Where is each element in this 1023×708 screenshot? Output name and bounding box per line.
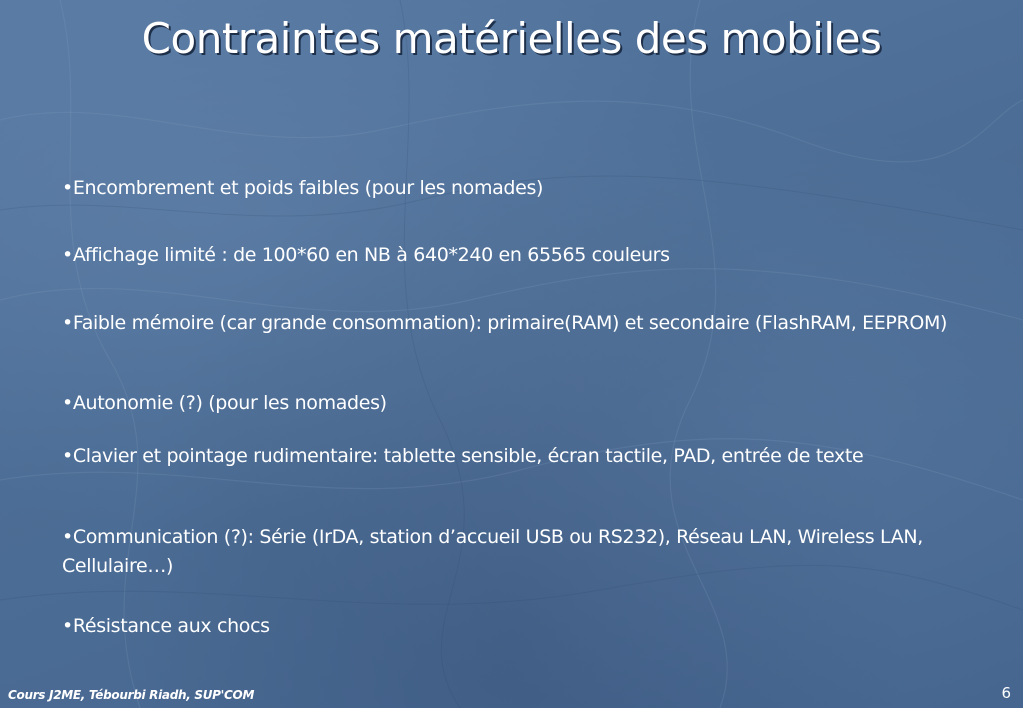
bullet-item: •Affichage limité : de 100*60 en NB à 640*240 en 65565 couleurs	[62, 244, 670, 266]
bullet-item: •Autonomie (?) (pour les nomades)	[62, 392, 387, 414]
page-number: 6	[1001, 684, 1011, 702]
bullet-item: •Faible mémoire (car grande consommation): primaire(RAM) et secondaire (FlashRAM, EEPROM)	[62, 312, 948, 334]
slide-title: Contraintes matérielles des mobiles	[141, 14, 882, 63]
bullet-item: •Résistance aux chocs	[62, 615, 270, 637]
bullet-item: •Encombrement et poids faibles (pour les nomades)	[62, 177, 544, 199]
footer-author: Cours J2ME, Tébourbi Riadh, SUP'COM	[8, 688, 255, 702]
bullet-item: •Communication (?): Série (IrDA, station d’accueil USB ou RS232), Réseau LAN, Wireless LAN, Cellulaire…)	[62, 526, 923, 577]
bullet-item: •Clavier et pointage rudimentaire: tablette sensible, écran tactile, PAD, entrée de texte	[62, 445, 864, 467]
